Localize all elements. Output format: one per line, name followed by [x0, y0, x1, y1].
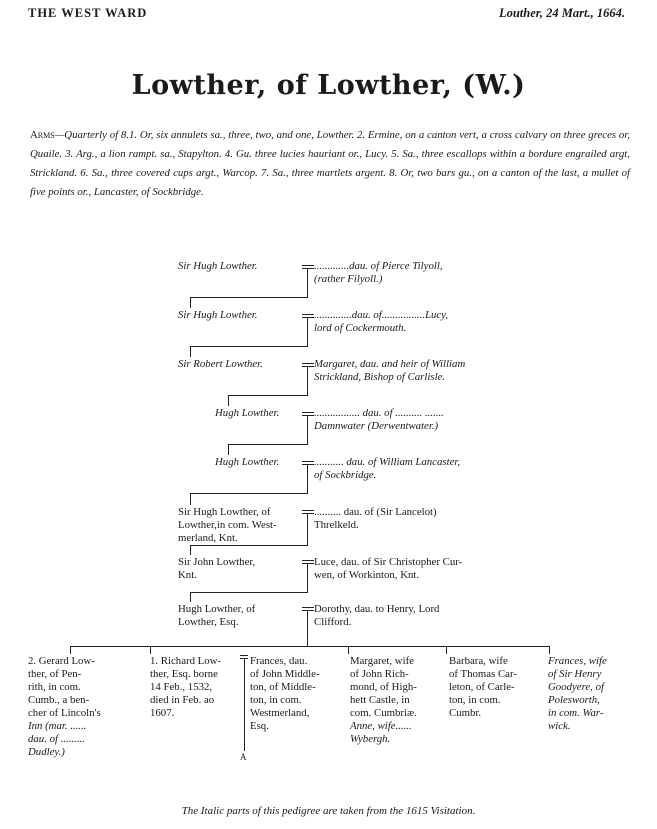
child-line: ther, Esq. borne [150, 668, 218, 680]
husband-name-line2: Knt. [178, 569, 197, 581]
husband-name: Sir Hugh Lowther, of [178, 506, 271, 518]
wife-line: ..............dau. of................Lucy, [314, 309, 449, 321]
child-line: Wybergh. [350, 733, 391, 745]
husband-name-line3: merland, Knt. [178, 532, 238, 544]
child-line: hett Castle, in [350, 694, 410, 706]
child-line: 2. Gerard Low- [28, 655, 95, 667]
child-line: rith, in com. [28, 681, 81, 693]
wife-line: Luce, dau. of Sir Christopher Cur- [314, 556, 463, 568]
wife-line: .......... dau. of (Sir Lancelot) [314, 506, 437, 518]
wife-line: of Sockbridge. [314, 469, 377, 481]
wife-line: Strickland, Bishop of Carlisle. [314, 371, 446, 383]
child-line: mond, of High- [350, 681, 417, 693]
wife-line: Damnwater (Derwentwater.) [314, 420, 439, 432]
wife-line: Dorothy, dau. to Henry, Lord [314, 603, 440, 615]
child-line: Anne, wife...... [350, 720, 412, 732]
child-line: 14 Feb., 1532, [150, 681, 213, 693]
child-line: Dudley.) [28, 746, 65, 758]
child-gerard [28, 655, 144, 759]
child-line: wick. [548, 720, 571, 732]
arms-text: —Quarterly of 8.1. Or, six annulets sa., three, two, and one, Lowther. 2. Ermine, on a canton vert, a cross calvary on three greces or, Quaile. 3. Arg., a lion rampt. sa., Stapylton. 4. Gu. three lucies hauriant or., Lucy. 5. Sa., three escallops within a bordure engrailed argt, Strickland. 6. Sa., three covered cups argt., Warcop. 7. Sa., three martlets argent. 8. Or, two bars gu., on a canton of the last, a mullet of five points or., Lancaster, of Sockbridge. [30, 129, 630, 198]
child-line: Cumb., a ben- [28, 694, 90, 706]
page-title: Lowther, of Lowther, (W.) [131, 70, 526, 101]
child-line: Esq. [250, 720, 269, 732]
child-margaret [350, 655, 444, 746]
child-frances [548, 655, 632, 733]
child-line: ton, of Middle- [250, 681, 316, 693]
child-line: com. Cumbriæ. [350, 707, 417, 719]
wife-line: Margaret, dau. and heir of William [314, 358, 466, 370]
child-line: Barbara, wife [449, 655, 508, 667]
arms-paragraph [30, 126, 630, 202]
husband-name-line2: Lowther, Esq. [178, 616, 239, 628]
child-line: Inn (mar. ...... [28, 720, 87, 732]
husband-name: Hugh Lowther, of [178, 603, 256, 615]
child-richard [150, 655, 242, 720]
child-line: died in Feb. ao [150, 694, 215, 706]
footer-note: The Italic parts of this pedigree are taken from the 1615 Visitation. [181, 805, 476, 817]
husband-name: Sir Hugh Lowther. [178, 309, 258, 321]
child-line: in com. War- [548, 707, 604, 719]
child-barbara [449, 655, 543, 720]
running-header-right: Louther, 24 Mart., 1664. [498, 6, 625, 20]
child-line: Westmerland, [250, 707, 310, 719]
arms-label: Arms [30, 129, 55, 141]
child-line: 1607. [150, 707, 175, 719]
husband-name: Sir Robert Lowther. [178, 358, 263, 370]
child-line: Polesworth, [548, 694, 600, 706]
child-line: ton, in com. [449, 694, 501, 706]
wife-line: ................. dau. of .......... ....... [314, 407, 444, 419]
child-line: Frances, dau. [250, 655, 308, 667]
wife-line: wen, of Workinton, Knt. [314, 569, 420, 581]
wife-line: lord of Cockermouth. [314, 322, 407, 334]
husband-name: Hugh Lowther. [215, 456, 280, 468]
husband-name: Sir John Lowther, [178, 556, 256, 568]
wife-line: Clifford. [314, 616, 352, 628]
husband-name-line2: Lowther,in com. West- [178, 519, 277, 531]
wife-line: .............dau. of Pierce Tilyoll, [314, 260, 443, 272]
child-line: ther, of Pen- [28, 668, 82, 680]
child-line: Frances, wife [548, 655, 607, 667]
child-line: cher of Lincoln's [28, 707, 101, 719]
child-line: dau. of ......... [28, 733, 85, 745]
child-line: Margaret, wife [350, 655, 414, 667]
child-line: leton, of Carle- [449, 681, 515, 693]
child-line: of Thomas Car- [449, 668, 517, 680]
child-line: of John Middle- [250, 668, 320, 680]
child-line: 1. Richard Low- [150, 655, 222, 667]
child-line: Cumbr. [449, 707, 482, 719]
child-line: of John Rich- [350, 668, 409, 680]
wife-line: ........... dau. of William Lancaster, [314, 456, 461, 468]
running-header-left: THE WEST WARD [28, 6, 148, 20]
child-line: Goodyere, of [548, 681, 604, 693]
wife-frances-middleton [250, 655, 344, 733]
wife-line: (rather Filyoll.) [314, 273, 383, 285]
husband-name: Sir Hugh Lowther. [178, 260, 258, 272]
child-line: of Sir Henry [548, 668, 602, 680]
husband-name: Hugh Lowther. [215, 407, 280, 419]
child-line: ton, in com. [250, 694, 302, 706]
wife-line: Threlkeld. [314, 519, 359, 531]
continuation-marker: A [240, 752, 247, 762]
